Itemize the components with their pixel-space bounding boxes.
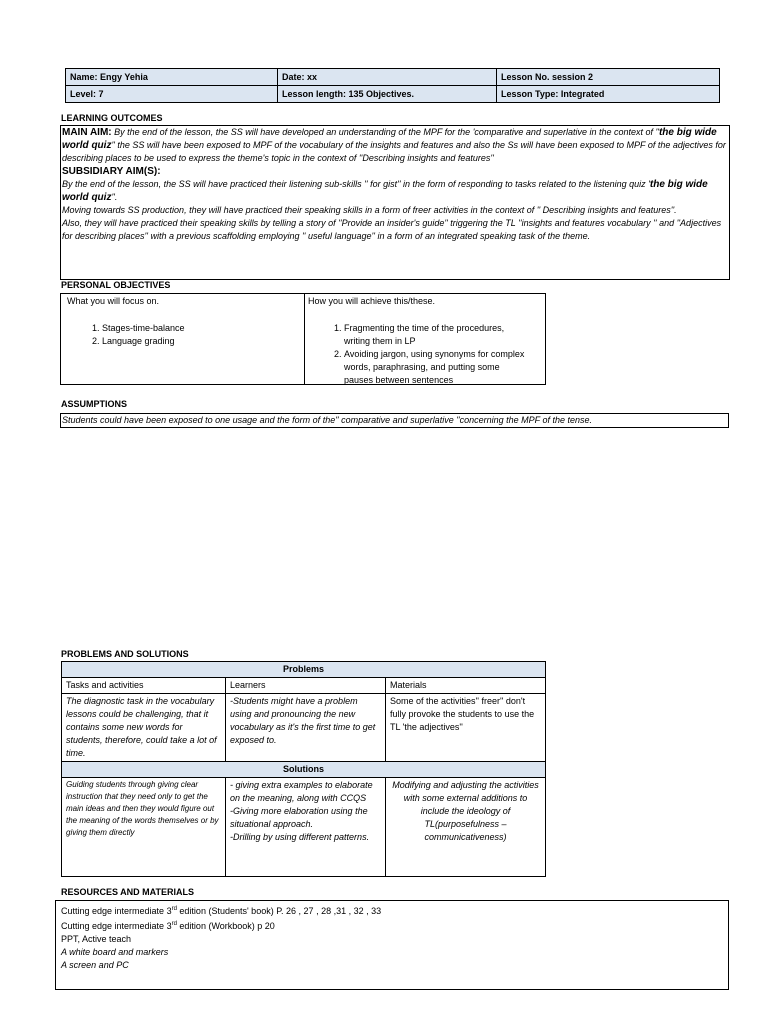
learning-outcomes-box xyxy=(60,125,730,280)
achieve-header: How you will achieve this/these. xyxy=(308,296,436,306)
problems-header: Problems xyxy=(62,662,546,678)
personal-objectives-title: PERSONAL OBJECTIVES xyxy=(61,280,171,290)
resource-item: A white board and markers xyxy=(61,947,169,957)
column-header: Learners xyxy=(226,678,386,694)
lesson-length: Lesson length: 135 Objectives. xyxy=(278,86,497,103)
column-header: Tasks and activities xyxy=(62,678,226,694)
resource-item: A screen and PC xyxy=(61,960,129,970)
focus-header: What you will focus on. xyxy=(67,296,160,306)
column-header: Materials xyxy=(386,678,546,694)
learning-outcomes-title: LEARNING OUTCOMES xyxy=(61,113,163,123)
resource-item: PPT, Active teach xyxy=(61,934,132,944)
lesson-type: Lesson Type: Integrated xyxy=(497,86,720,103)
resources-box xyxy=(55,900,729,990)
solution-materials: Modifying and adjusting the activities with some external additions to include the ideology of TL(purposefulness – communicativeness) xyxy=(386,778,546,877)
main-aim: MAIN AIM: By the end of the lesson, the SS will have developed an understanding of the MPF for the 'comparative and superlative in the context of ''the big wide world quiz'' the SS will have been exposed to MPF of the vocabulary of the insights and features and also the Ss will have been exposed to MPF of the adjectives for describing places to be used to express the theme's topic in the context of ''Describing insights and features'' xyxy=(62,127,726,163)
list-item: 1. Stages-time-balance xyxy=(102,322,304,335)
subsidiary-aim-3: Also, they will have practiced their speaking skills by telling a story of ''Provide an insider's guide'' triggering the TL ''insights and features vocabulary '' and ''Adjectives for describing places'' with a previous scaffolding employing '' useful language'' in a form of an integrated speaking task of the theme. xyxy=(62,218,722,241)
resource-item: Cutting edge intermediate 3rd edition (Students' book) P. 26 , 27 , 28 ,31 , 32 , 33 xyxy=(61,906,382,916)
solution-tasks: Guiding students through giving clear instruction that they need only to get the main ideas and then they would figure out the meaning of the words themselves or by giving them directly xyxy=(62,778,226,877)
problem-learners: -Students might have a problem using and pronouncing the new vocabulary as it's the first time to get exposed to. xyxy=(226,694,386,762)
assumptions-text: Students could have been exposed to one usage and the form of the'' comparative and superlative ''concerning the MPF of the tense. xyxy=(60,413,729,428)
solutions-header: Solutions xyxy=(62,762,546,778)
lesson-header-table xyxy=(65,68,720,103)
lesson-level: Level: 7 xyxy=(66,86,278,103)
subsidiary-aim-1: By the end of the lesson, the SS will have practiced their listening sub-skills '' for gist'' in the form of responding to tasks related to the listening quiz 'the big wide world quiz''. xyxy=(62,179,708,203)
solution-learners: - giving extra examples to elaborate on the meaning, along with CCQS -Giving more elaboration using the situational approach. -Drilling by using different patterns. xyxy=(226,778,386,877)
list-item: 2. Avoiding jargon, using synonyms for complex words, paraphrasing, and putting some pauses between sentences xyxy=(344,348,525,387)
achieve-list xyxy=(304,322,545,387)
problems-solutions-title: PROBLEMS AND SOLUTIONS xyxy=(61,649,189,659)
subsidiary-aim-2: Moving towards SS production, they will have practiced their speaking skills in a form of freer activities in the context of '' Describing insights and features''. xyxy=(62,205,677,215)
problems-solutions-table xyxy=(61,661,546,877)
personal-objectives-table xyxy=(60,293,546,385)
problem-materials: Some of the activities'' freer'' don't fully provoke the students to use the TL 'the adjectives'' xyxy=(386,694,546,762)
subsidiary-aims-label: SUBSIDIARY AIM(S): xyxy=(62,166,161,177)
achieve-column xyxy=(304,294,545,384)
teacher-name: Name: Engy Yehia xyxy=(66,69,278,86)
main-aim-label: MAIN AIM: xyxy=(62,127,112,138)
list-item: 2. Language grading xyxy=(102,335,304,348)
lesson-date: Date: xx xyxy=(278,69,497,86)
resource-item: Cutting edge intermediate 3rd edition (Workbook) p 20 xyxy=(61,921,275,931)
problem-tasks: The diagnostic task in the vocabulary lessons could be challenging, that it contains some new words for students, therefore, could take a lot of time. xyxy=(62,694,226,762)
focus-column xyxy=(61,294,305,384)
resources-title: RESOURCES AND MATERIALS xyxy=(61,887,195,897)
list-item: 1. Fragmenting the time of the procedures, writing them in LP xyxy=(344,322,525,348)
focus-list xyxy=(61,322,304,348)
lesson-number: Lesson No. session 2 xyxy=(497,69,720,86)
assumptions-title: ASSUMPTIONS xyxy=(61,399,128,409)
